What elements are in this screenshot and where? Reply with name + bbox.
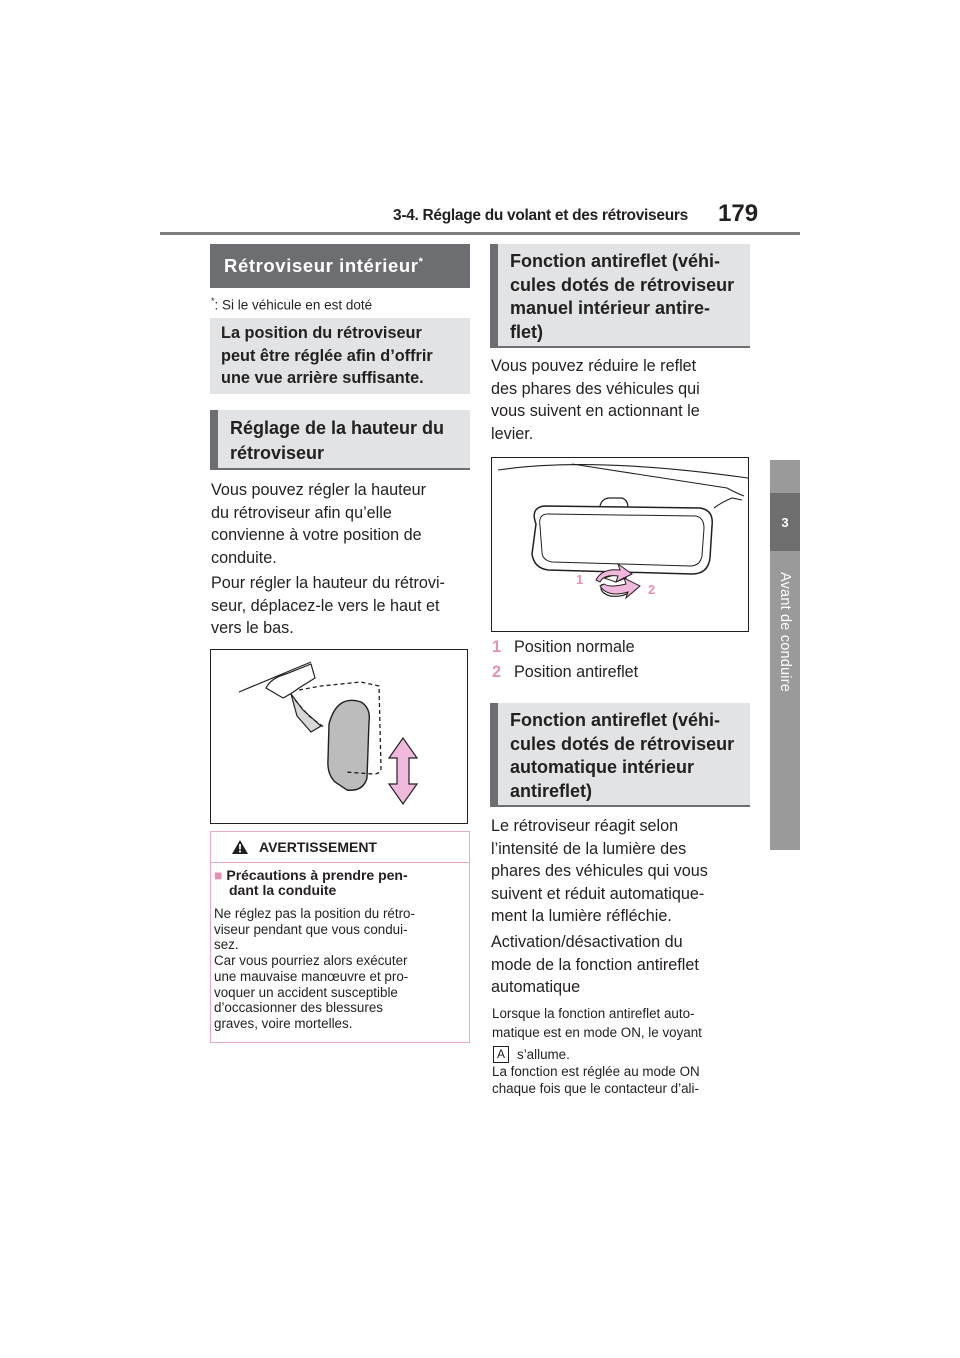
- antiglare-mirror-figure: [491, 457, 749, 632]
- legend-text: Position antireflet: [514, 663, 639, 681]
- height-paragraph-1: [211, 479, 426, 569]
- text-line: ment la lumière réfléchie.: [491, 907, 672, 925]
- warning-box: [210, 831, 470, 1043]
- text-line: Ne réglez pas la position du rétro-: [214, 906, 415, 921]
- text-line: d’occasionner des blessures: [214, 1000, 383, 1016]
- text-line: Lorsque la fonction antireflet auto-: [492, 1006, 695, 1021]
- text-line: Le rétroviseur réagit selon: [491, 817, 679, 835]
- height-heading: [210, 410, 470, 470]
- warning-subtitle-line: Précautions à prendre pen-: [226, 867, 408, 883]
- legend-number: 2: [492, 663, 502, 681]
- main-title-text: Rétroviseur intérieur: [224, 255, 419, 276]
- legend-number: 1: [492, 638, 502, 656]
- text-line: voquer un accident susceptible: [214, 984, 398, 1000]
- text-line: Pour régler la hauteur du rétrovi-: [211, 574, 445, 592]
- text-line: graves, voire mortelles.: [214, 1015, 353, 1031]
- heading-line: Fonction antireflet (véhi-: [510, 710, 721, 730]
- text-line: du rétroviseur afin qu’elle: [211, 503, 392, 522]
- figure-label-1: 1: [576, 572, 584, 587]
- text-line: chaque fois que le contacteur d’ali-: [492, 1081, 699, 1096]
- text-line: Activation/désactivation du: [491, 933, 683, 951]
- activation-text: [492, 1004, 702, 1042]
- text-line: matique est en mode ON, le voyant: [492, 1025, 702, 1040]
- text-line: des phares des véhicules qui: [491, 379, 700, 398]
- figure-legend: [492, 635, 638, 685]
- warning-text: [214, 906, 415, 1032]
- intro-line: La position du rétroviseur: [221, 324, 422, 342]
- footnote-text: : Si le véhicule en est doté: [214, 297, 373, 313]
- heading-line: cules dotés de rétroviseur: [510, 274, 735, 295]
- header-rule: [160, 232, 800, 235]
- main-title: [210, 244, 470, 288]
- text-line: Vous pouvez réduire le reflet: [491, 357, 697, 375]
- text-line: viseur pendant que vous condui-: [214, 921, 408, 937]
- text-line: seur, déplacez-le vers le haut et: [211, 596, 440, 615]
- text-line: La fonction est réglée au mode ON: [492, 1064, 700, 1079]
- auto-antiglare-heading: [490, 703, 750, 807]
- legend-item: [492, 635, 638, 660]
- text-line: sez.: [214, 937, 239, 953]
- main-title-mark: *: [418, 255, 424, 268]
- warning-subtitle: [214, 868, 408, 898]
- figure-label-2: 2: [648, 582, 656, 597]
- indicator-a-label: A: [493, 1046, 509, 1063]
- text-line: vers le bas.: [211, 619, 294, 637]
- text-line: conduite.: [211, 548, 277, 567]
- chapter-number: 3: [770, 493, 800, 551]
- footnote: [211, 296, 372, 313]
- warning-title: AVERTISSEMENT: [259, 839, 377, 855]
- heading-line: rétroviseur: [230, 443, 325, 463]
- text-line: s’allume.: [517, 1047, 570, 1062]
- warning-header: [211, 832, 469, 863]
- intro-line: peut être réglée afin d’offrir: [221, 346, 433, 365]
- bullet-icon: ■: [214, 867, 223, 883]
- section-title: 3-4. Réglage du volant et des rétroviseurs: [393, 207, 688, 224]
- intro-line: une vue arrière suffisante.: [221, 369, 424, 387]
- manual-paragraph: [491, 355, 700, 445]
- chapter-title: Avant de conduire: [777, 572, 793, 693]
- text-line: automatique: [491, 978, 581, 996]
- text-line: Car vous pourriez alors exécuter: [214, 953, 408, 969]
- auto-paragraph: [491, 815, 708, 928]
- text-line: vous suivent en actionnant le: [491, 402, 700, 420]
- heading-line: automatique intérieur: [510, 757, 695, 777]
- heading-line: antireflet): [510, 780, 593, 801]
- activation-text-2: [492, 1046, 700, 1097]
- text-line: Vous pouvez régler la hauteur: [211, 481, 427, 499]
- footnote-mark: *: [211, 296, 215, 306]
- text-line: une mauvaise manœuvre et pro-: [214, 968, 409, 984]
- warning-icon: [231, 839, 249, 855]
- text-line: phares des véhicules qui vous: [491, 862, 708, 880]
- heading-line: flet): [510, 321, 543, 342]
- text-line: mode de la fonction antireflet: [491, 955, 699, 974]
- heading-line: Réglage de la hauteur du: [230, 418, 445, 438]
- text-line: suivent et réduit automatique-: [491, 884, 705, 903]
- mirror-height-illustration: [211, 650, 467, 823]
- activation-heading: [491, 931, 699, 999]
- page-number: 179: [718, 200, 759, 227]
- manual-antiglare-heading: [490, 244, 750, 348]
- heading-line: manuel intérieur antire-: [510, 298, 711, 318]
- heading-line: Fonction antireflet (véhi-: [510, 251, 721, 271]
- warning-subtitle-line: dant la conduite: [229, 882, 337, 898]
- legend-text: Position normale: [514, 638, 635, 656]
- height-paragraph-2: [211, 572, 445, 640]
- legend-item: [492, 660, 638, 685]
- mirror-height-figure: [210, 649, 468, 824]
- heading-line: cules dotés de rétroviseur: [510, 733, 735, 754]
- intro-box: [210, 318, 470, 394]
- text-line: l’intensité de la lumière des: [491, 839, 687, 858]
- text-line: levier.: [491, 424, 534, 443]
- text-line: convienne à votre position de: [211, 526, 422, 544]
- antiglare-mirror-illustration: [492, 458, 748, 631]
